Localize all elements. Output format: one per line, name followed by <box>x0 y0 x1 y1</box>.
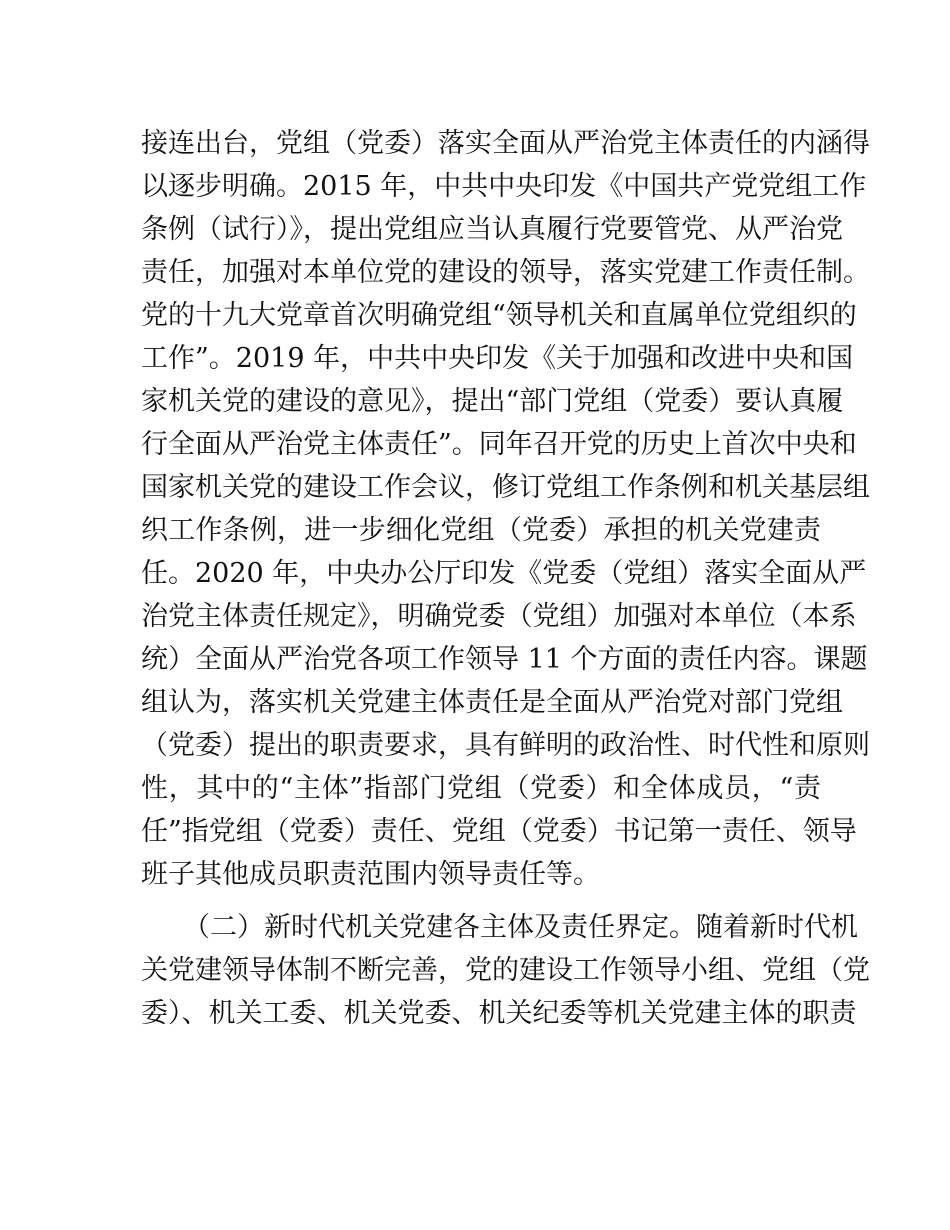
paragraph-1-line-18: 班子其他成员职责范围内领导责任等。 <box>141 859 600 890</box>
paragraph-1-line-7: 家机关党的建设的意见》，提出“部门党组（党委）要认真履 <box>141 386 844 417</box>
paragraph-2-line-1: （二）新时代机关党建各主体及责任界定。随着新时代机 <box>183 912 858 943</box>
paragraph-1-line-14: 组认为，落实机关党建主体责任是全面从严治党对部门党组 <box>141 687 843 718</box>
paragraph-1-line-8: 行全面从严治党主体责任”。同年召开党的历史上首次中央和 <box>141 429 857 460</box>
paragraph-1-line-3: 条例（试行）》，提出党组应当认真履行党要管党、从严治党 <box>141 214 843 245</box>
paragraph-1-line-6: 工作”。2019 年，中共中央印发《关于加强和改进中央和国 <box>141 343 854 374</box>
paragraph-1-line-4: 责任，加强对本单位党的建设的领导，落实党建工作责任制。 <box>141 257 870 288</box>
paragraph-1-line-5: 党的十九大党章首次明确党组“领导机关和直属单位党组织的 <box>141 300 857 331</box>
paragraph-2-line-3: 委）、机关工委、机关党委、机关纪委等机关党建主体的职责 <box>141 998 857 1029</box>
paragraph-1-line-17: 任”指党组（党委）责任、党组（党委）书记第一责任、领导 <box>141 816 857 847</box>
paragraph-2-line-2: 关党建领导体制不断完善，党的建设工作领导小组、党组（党 <box>141 955 870 986</box>
paragraph-1-line-16: 性，其中的“主体”指部门党组（党委）和全体成员，“责 <box>141 773 821 804</box>
paragraph-1-line-9: 国家机关党的建设工作会议，修订党组工作条例和机关基层组 <box>141 472 870 503</box>
paragraph-1-line-12: 治党主体责任规定》，明确党委（党组）加强对本单位（本系 <box>141 601 857 632</box>
paragraph-1-line-13: 统）全面从严治党各项工作领导 11 个方面的责任内容。课题 <box>141 644 868 675</box>
paragraph-1-line-10: 织工作条例，进一步细化党组（党委）承担的机关党建责 <box>141 515 821 546</box>
paragraph-1-line-1: 接连出台，党组（党委）落实全面从严治党主体责任的内涵得 <box>141 128 870 159</box>
paragraph-1-line-11: 任。2020 年，中央办公厅印发《党委（党组）落实全面从严 <box>141 558 867 589</box>
paragraph-1-line-2: 以逐步明确。2015 年，中共中央印发《中国共产党党组工作 <box>141 171 867 202</box>
paragraph-1-line-15: （党委）提出的职责要求，具有鲜明的政治性、时代性和原则 <box>141 730 870 761</box>
